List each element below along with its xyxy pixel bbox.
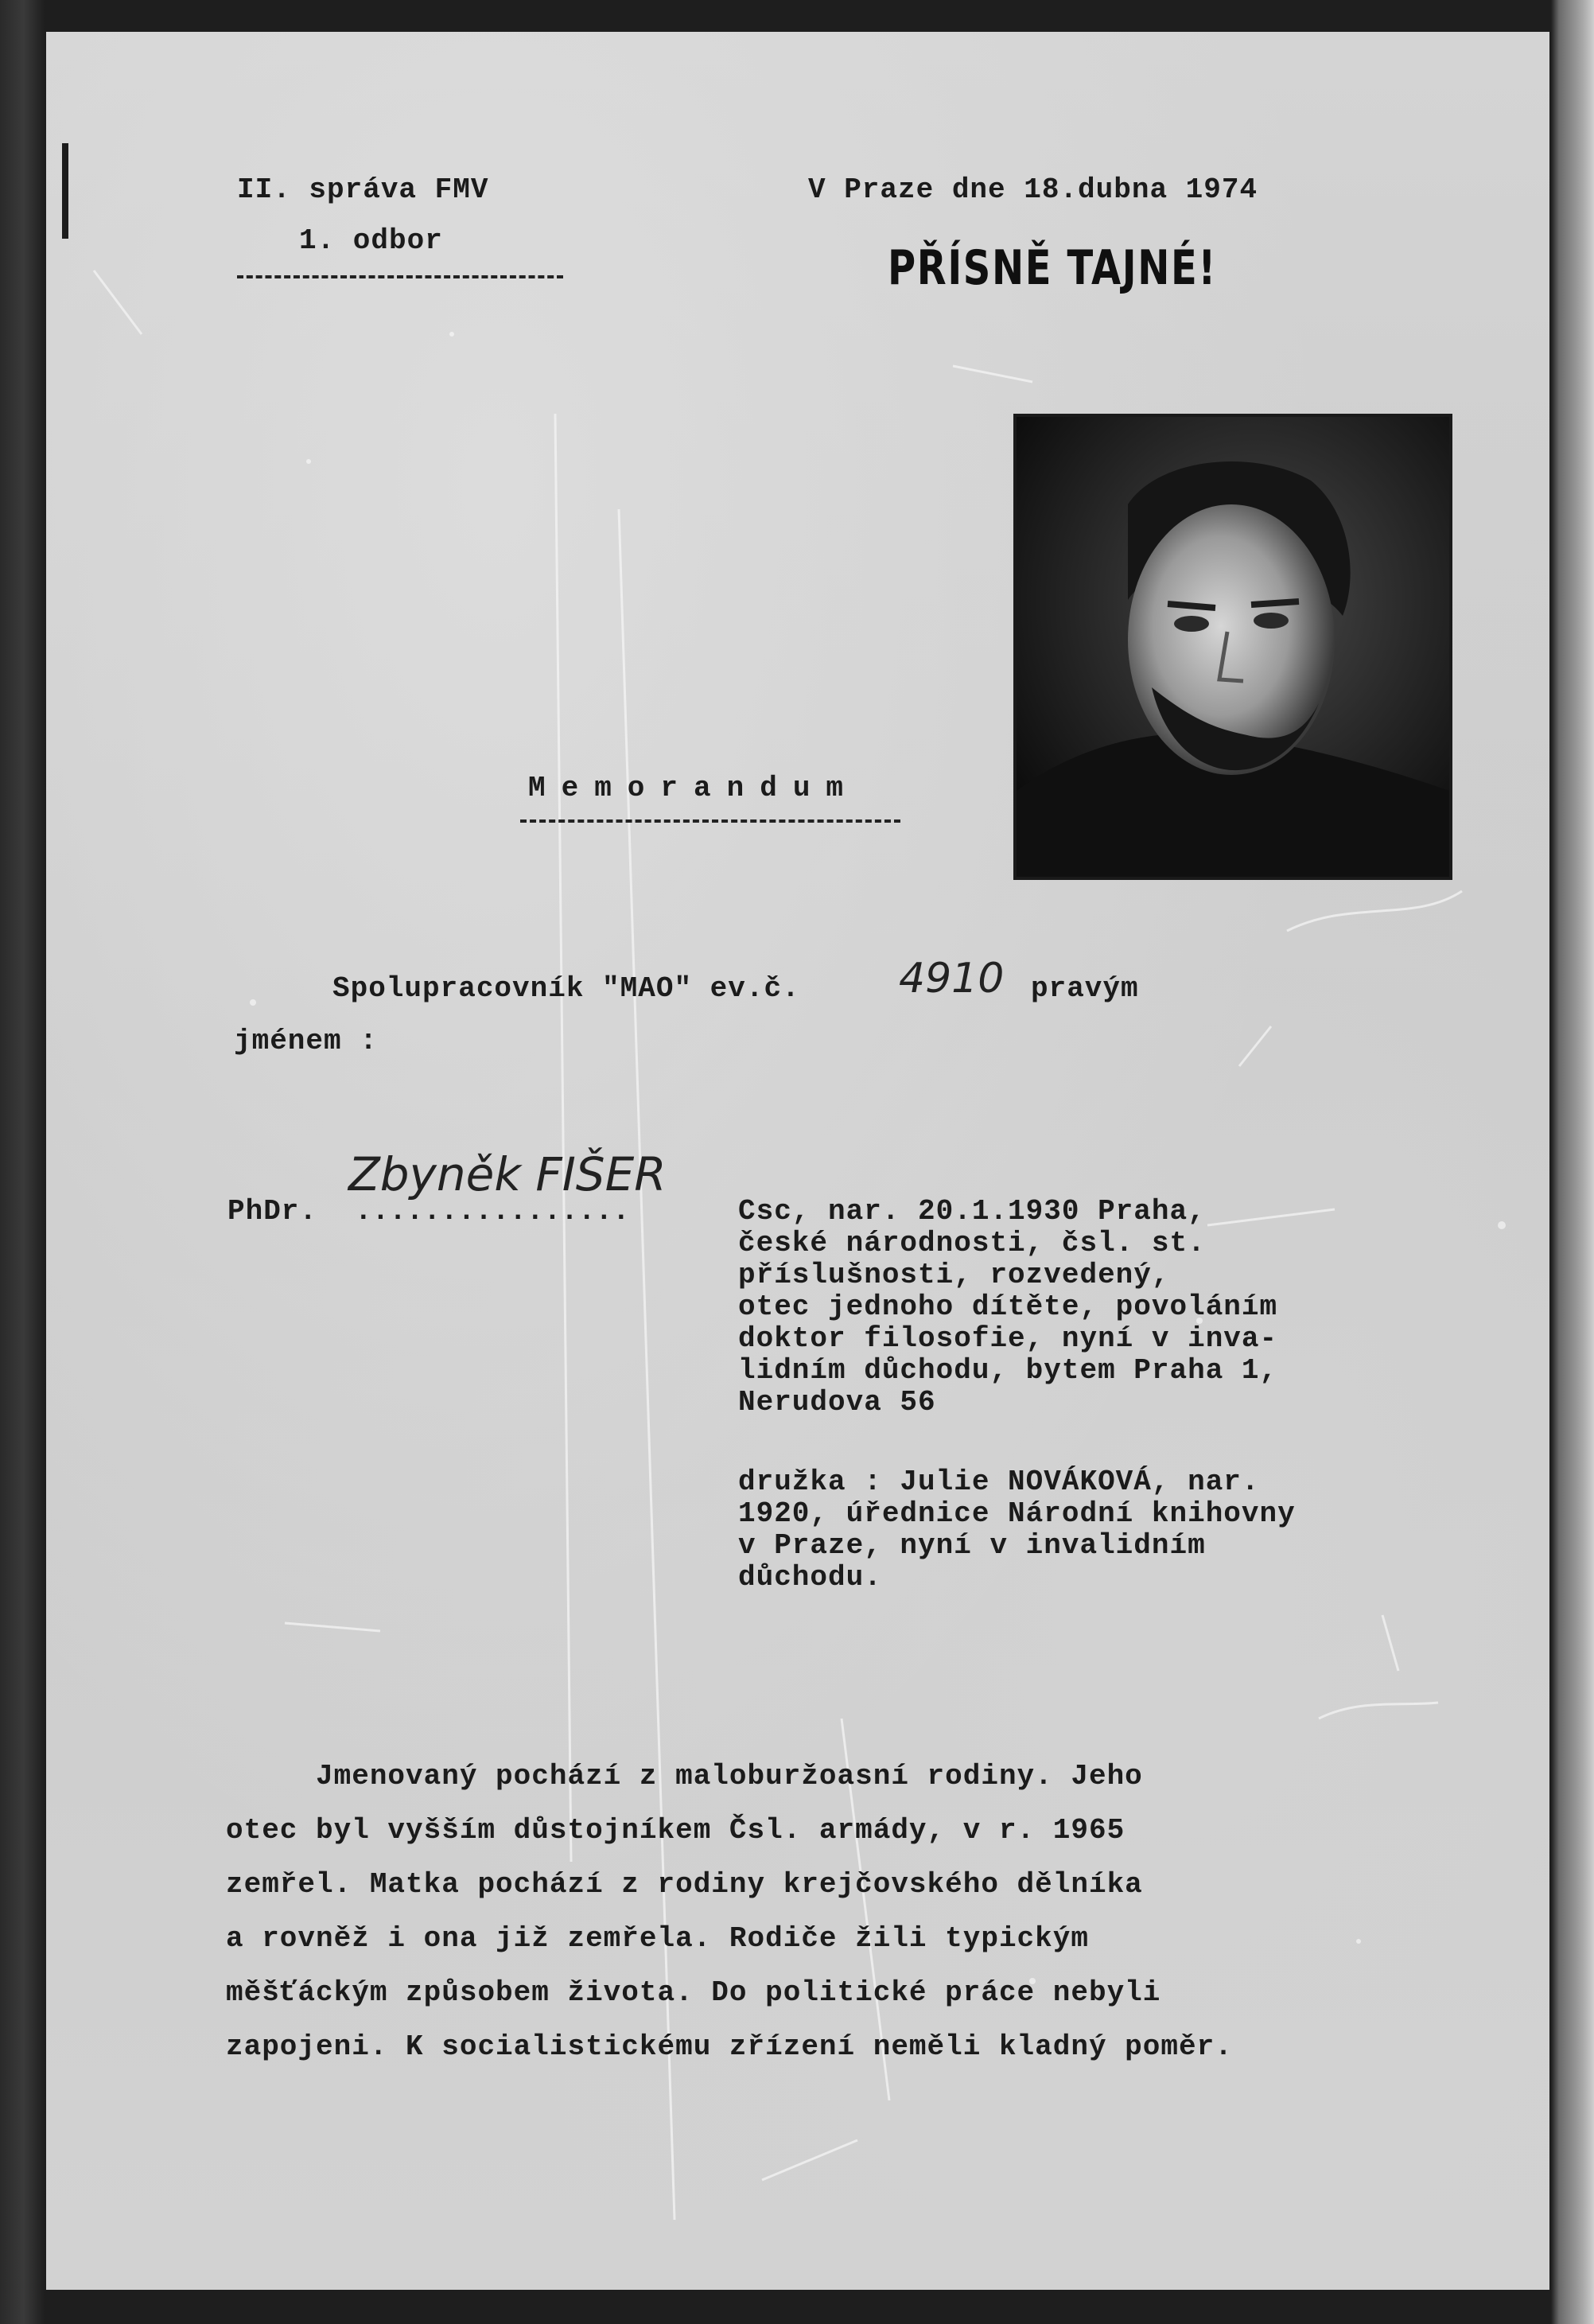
body-line: zemřel. Matka pochází z rodiny krejčovského dělníka — [226, 1868, 1143, 1901]
department-line-1: II. správa FMV — [237, 173, 489, 206]
detail-line: Nerudova 56 — [738, 1386, 936, 1419]
binder-mark — [62, 143, 68, 239]
title-underline — [520, 819, 900, 823]
partner-line: důchodu. — [738, 1561, 882, 1594]
department-line-2: 1. odbor — [299, 224, 443, 257]
partner-line: družka : Julie NOVÁKOVÁ, nar. — [738, 1466, 1260, 1498]
classification-stamp: PŘÍSNĚ TAJNÉ! — [888, 240, 1217, 296]
subject-photo — [1013, 414, 1452, 880]
detail-line: příslušnosti, rozvedený, — [738, 1259, 1170, 1291]
subject-title-prefix: PhDr. — [227, 1195, 318, 1228]
body-line: otec byl vyšším důstojníkem Čsl. armády, v r. 1965 — [226, 1814, 1126, 1847]
detail-line: doktor filosofie, nyní v inva- — [738, 1322, 1278, 1355]
header-underline — [237, 275, 563, 278]
date-line: V Praze dne 18.dubna 1974 — [808, 173, 1258, 206]
body-line: měšťáckým způsobem života. Do politické práce nebyli — [226, 1976, 1161, 2009]
name-dotted-line: ................ — [355, 1195, 630, 1228]
memorandum-title: Memorandum — [528, 772, 860, 804]
collaborator-suffix: pravým — [1031, 972, 1139, 1005]
handwritten-registration-number: 4910 — [899, 955, 1005, 1002]
partner-line: 1920, úřednice Národní knihovny — [738, 1497, 1296, 1530]
detail-line: lidním důchodu, bytem Praha 1, — [738, 1354, 1278, 1387]
detail-line: Csc, nar. 20.1.1930 Praha, — [738, 1195, 1206, 1228]
body-line: a rovněž i ona již zemřela. Rodiče žili typickým — [226, 1922, 1089, 1955]
partner-line: v Praze, nyní v invalidním — [738, 1529, 1206, 1562]
handwritten-subject-name: Zbyněk FIŠER — [348, 1147, 667, 1201]
detail-line: otec jednoho dítěte, povoláním — [738, 1290, 1278, 1323]
body-line: zapojeni. K socialistickému zřízení neměli kladný poměr. — [226, 2030, 1233, 2063]
collaborator-line-2: jménem : — [234, 1025, 378, 1057]
detail-line: české národnosti, čsl. st. — [738, 1227, 1206, 1259]
document-sheet — [46, 32, 1549, 2290]
body-line: Jmenovaný pochází z maloburžoasní rodiny. Jeho — [226, 1760, 1143, 1793]
collaborator-label: Spolupracovník "MAO" ev.č. — [332, 972, 800, 1005]
